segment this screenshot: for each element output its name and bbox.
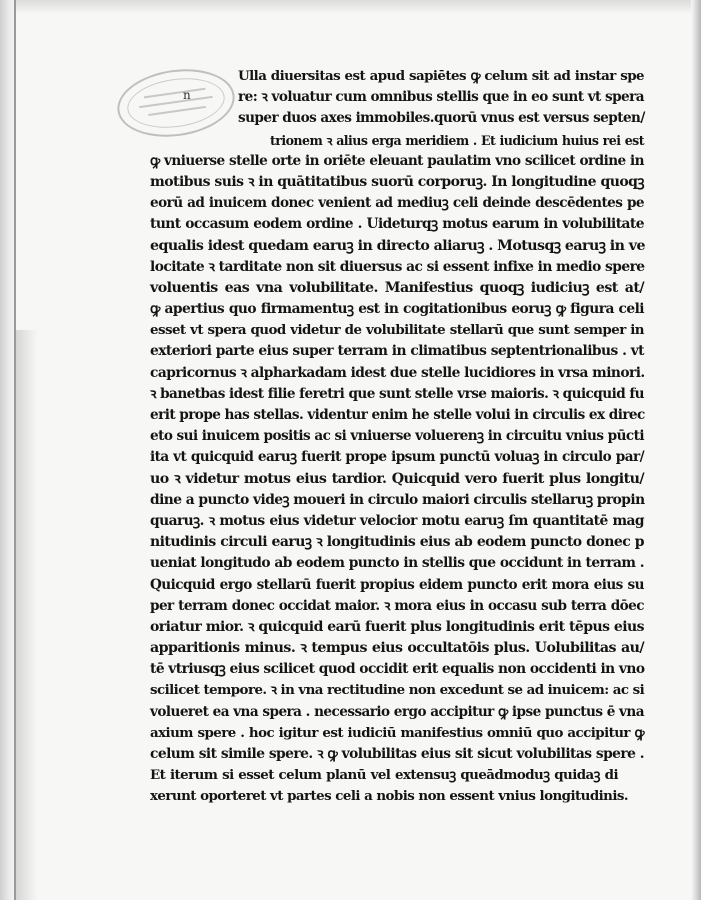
- text-line: esset vt spera quod videtur de volubilitate stellarū que sunt semper in: [150, 322, 644, 339]
- text-line: ita vt quicquid earuꝫ fuerit prope ipsum punctū voluaꝫ in circulo par/: [150, 449, 644, 466]
- text-line: volueret ea vna spera . necessario ergo accipitur ꝙ ipse punctus ē vna: [150, 703, 644, 720]
- marginal-mark: n: [183, 88, 191, 102]
- text-line: locitate ꝛ tarditate non sit diuersus ac si essent infixe in medio spere: [150, 258, 645, 275]
- text-line: apparitionis minus. ꝛ tempus eius occultatōis plus. Uolubilitas au/: [150, 640, 644, 657]
- text-line: scilicet tempore. ꝛ in vna rectitudine non excedunt se ad inuicem: ac si: [150, 682, 645, 699]
- text-line: voluentis eas vna volubilitate. Manifestius quoqꝫ iudiciuꝫ est at/: [150, 279, 644, 296]
- text-line: trionem ꝛ alius erga meridiem . Et iudicium huius rei est: [270, 132, 644, 148]
- page-top-edge: [0, 0, 701, 14]
- text-block: [150, 66, 644, 808]
- text-line: per terram donec occidat maior. ꝛ mora eius in occasu sub terra dōec: [150, 597, 644, 614]
- text-line: Ulla diuersitas est apud sapiētes ꝙ celum sit ad instar spe: [238, 68, 644, 84]
- text-line: Quicquid ergo stellarū fuerit propius eidem puncto erit mora eius su: [150, 576, 644, 593]
- text-line: re: ꝛ voluatur cum omnibus stellis que in eo sunt vt spera: [238, 89, 644, 106]
- text-line: ueniat longitudo ab eodem puncto in stellis que occidunt in terram .: [150, 555, 644, 572]
- text-line: Et iterum si esset celum planū vel extensuꝫ queādmoduꝫ quidaꝫ di: [150, 767, 618, 784]
- text-line: erit prope has stellas. videntur enim he stelle volui in circulis ex direc: [150, 407, 645, 423]
- text-line: equalis idest quedam earuꝫ in directo aliaruꝫ . Motusqꝫ earuꝫ in ve: [150, 237, 645, 254]
- text-line: ꝙ vniuerse stelle orte in oriēte eleuant paulatim vno scilicet ordine in: [150, 152, 644, 169]
- text-line: eorū ad inuicem donec venient ad mediuꝫ celi deinde descēdentes pe: [150, 195, 644, 212]
- text-line: nitudinis circuli earuꝫ ꝛ longitudinis eius ab eodem puncto donec p: [150, 534, 644, 551]
- text-line: oriatur mior. ꝛ quicquid earū fuerit plus longitudinis erit tēpus eius: [150, 618, 644, 635]
- text-line: celum sit simile spere. ꝛ ꝙ volubilitas eius sit sicut volubilitas spere .: [150, 746, 644, 762]
- text-line: eto sui inuicem positis ac si vniuerse voluerenꝫ in circuitu vnius pūcti: [150, 428, 644, 445]
- text-line: axium spere . hoc igitur est iudiciū manifestius omniū quo accipitur ꝙ: [150, 724, 644, 741]
- text-line: motibus suis ꝛ in quātitatibus suorū corporuꝫ. In longitudine quoqꝫ: [150, 173, 644, 190]
- text-line: ꝛ banetbas idest filie feretri que sunt stelle vrse maioris. ꝛ quicquid fu: [150, 385, 644, 402]
- text-line: dine a puncto videꝫ moueri in circulo maiori circulis stellaruꝫ propin: [150, 491, 645, 508]
- text-line: xerunt oporteret vt partes celi a nobis non essent vnius longitudinis.: [150, 788, 628, 805]
- text-line: ꝙ apertius quo firmamentuꝫ est in cogitationibus eoruꝫ ꝙ figura celi: [150, 301, 644, 318]
- page-right-edge: [691, 0, 701, 900]
- text-line: capricornus ꝛ alpharkadam idest due stelle lucidiores in vrsa minori.: [150, 364, 645, 381]
- text-line: tē vtriusqꝫ eius scilicet quod occidit erit equalis non occidenti in vno: [150, 661, 645, 678]
- binding-gutter: [0, 0, 14, 900]
- spine-shadow: [16, 330, 38, 900]
- text-line: quaruꝫ. ꝛ motus eius videtur velocior motu earuꝫ ſm quantitatē mag: [150, 512, 644, 529]
- text-line: tunt occasum eodem ordine . Uideturqꝫ motus earum in volubilitate: [150, 216, 644, 233]
- text-line: super duos axes immobiles.quorū vnus est versus septen/: [238, 110, 645, 127]
- text-line: exteriori parte eius super terram in climatibus septentrionalibus . vt: [150, 343, 644, 360]
- text-line: uo ꝛ videtur motus eius tardior. Quicquid vero fuerit plus longitu/: [150, 470, 644, 487]
